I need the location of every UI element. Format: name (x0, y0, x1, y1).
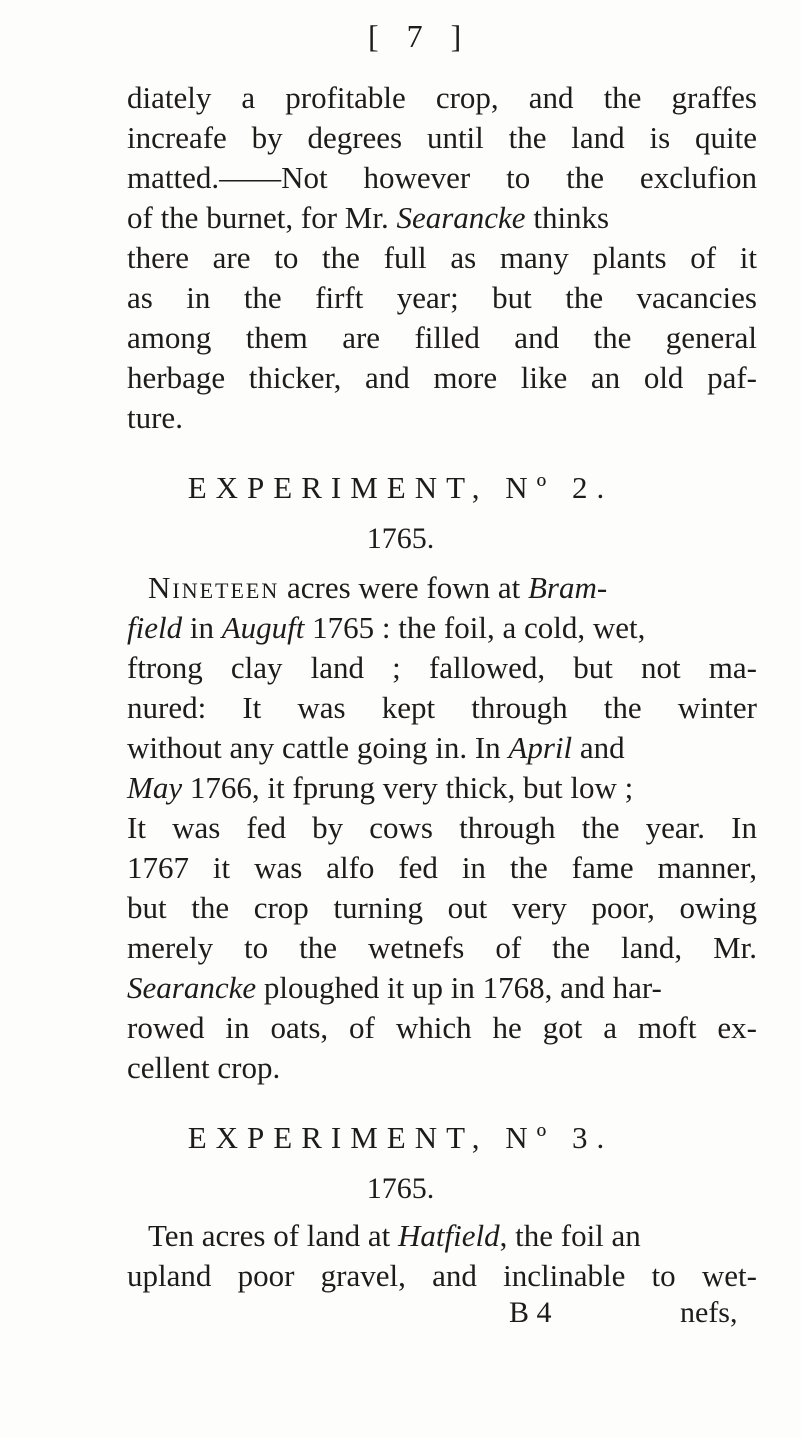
text-line: herbage thicker, and more like an old paf- (127, 360, 757, 395)
text-line: ftrong clay land ; fallowed, but not ma- (127, 650, 757, 685)
person-name: Searancke (396, 200, 526, 235)
text-fragment: 1765 : the foil, a cold, wet, (304, 610, 646, 645)
text-fragment: of the burnet, for Mr. (127, 200, 397, 235)
text-line: as in the firft year; but the vacancies (127, 280, 757, 315)
text-fragment: thinks (525, 200, 610, 235)
place-name: field (127, 610, 183, 645)
text-line: diately a profitable crop, and the graffes (127, 80, 757, 115)
text-line: but the crop turning out very poor, owing (127, 890, 757, 925)
text-fragment: Ten acres of land at (148, 1218, 399, 1253)
text-fragment: acres were fown at (279, 570, 528, 605)
lead-word: Nineteen (148, 570, 280, 605)
text-fragment: without any cattle going in. In (127, 730, 509, 765)
text-line (127, 198, 757, 238)
place-name: Hatfield (398, 1218, 500, 1253)
experiment-2-year: 1765. (366, 522, 435, 555)
text-line (127, 728, 757, 768)
text-line: merely to the wetnefs of the land, Mr. (127, 930, 757, 965)
place-name: Bram- (527, 570, 608, 605)
text-line: among them are filled and the general (127, 320, 757, 355)
month-name: May (127, 770, 183, 805)
text-line: there are to the full as many plants of it (127, 240, 757, 275)
catchword: nefs, (680, 1296, 738, 1329)
text-line: 1767 it was alfo fed in the fame manner, (127, 850, 757, 885)
month-name: Auguft (221, 610, 305, 645)
text-line (127, 968, 757, 1008)
experiment-3-heading: EXPERIMENT, Nº 3. (187, 1120, 614, 1155)
text-line (148, 1216, 757, 1256)
text-line: increafe by degrees until the land is quite (127, 120, 757, 155)
text-line (127, 768, 757, 808)
page-number: [ 7 ] (368, 18, 472, 54)
text-fragment: and (572, 730, 625, 765)
person-name: Searancke (127, 970, 257, 1005)
text-line: nured: It was kept through the winter (127, 690, 757, 725)
month-name: April (508, 730, 573, 765)
text-line (127, 608, 757, 648)
text-line: It was fed by cows through the year. In (127, 810, 757, 845)
text-line: matted.——Not however to the exclufion (127, 160, 757, 195)
experiment-3-year: 1765. (366, 1172, 435, 1205)
text-line: rowed in oats, of which he got a moft ex- (127, 1010, 757, 1045)
text-fragment: , the foil an (499, 1218, 641, 1253)
signature-mark: B 4 (509, 1296, 552, 1329)
text-fragment: ploughed it up in 1768, and har- (256, 970, 662, 1005)
text-line: cellent crop. (127, 1050, 281, 1085)
experiment-2-heading: EXPERIMENT, Nº 2. (187, 470, 614, 505)
text-fragment: 1766, it fprung very thick, but low ; (182, 770, 634, 805)
text-line (148, 568, 757, 608)
text-line: ture. (127, 400, 183, 435)
text-fragment: in (182, 610, 222, 645)
text-line: upland poor gravel, and inclinable to wet- (127, 1258, 757, 1293)
